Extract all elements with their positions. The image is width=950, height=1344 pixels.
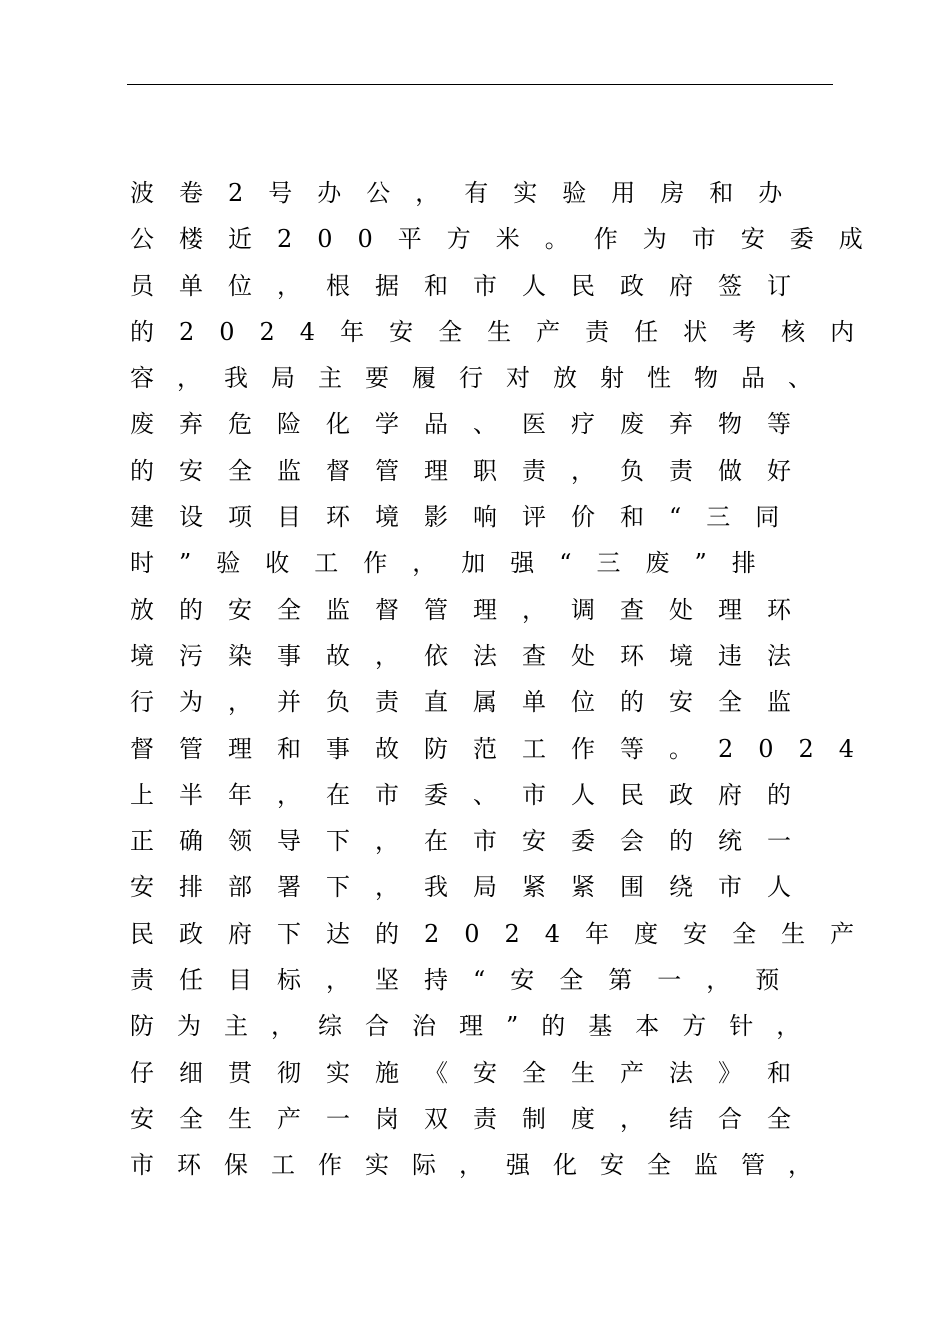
text-line: 仔细贯彻实施《安全生产法》和 — [130, 1058, 816, 1087]
text-line: 放的安全监督管理，调查处理环 — [130, 595, 816, 624]
text-line: 安排部署下，我局紧紧围绕市人 — [130, 873, 816, 902]
text-line: 建设项目环境影响评价和“三同 — [130, 503, 805, 532]
header-rule — [127, 84, 833, 85]
text-line: 波卷2号办公，有实验用房和办 — [130, 179, 808, 207]
text-line: 责任目标，坚持“安全第一，预 — [130, 966, 805, 995]
text-line: 员单位，根据和市人民政府签订 — [130, 271, 816, 300]
text-line: 正确领导下，在市安委会的统一 — [130, 827, 816, 856]
text-line: 的2024年安全生产责任状考核内 — [130, 317, 880, 346]
text-line: 上半年，在市委、市人民政府的 — [130, 780, 816, 809]
text-line: 的安全监督管理职责，负责做好 — [130, 456, 816, 485]
text-line: 境污染事故，依法查处环境违法 — [130, 641, 816, 670]
text-line: 民政府下达的2024年度安全生产 — [130, 919, 880, 948]
text-line: 督管理和事故防范工作等。2024 — [130, 734, 880, 763]
text-line: 容，我局主要履行对放射性物品、 — [130, 364, 835, 393]
text-line: 时”验收工作，加强“三废”排 — [130, 549, 781, 578]
text-line: 安全生产一岗双责制度，结合全 — [130, 1104, 816, 1133]
text-line: 市环保工作实际，强化安全监管， — [130, 1151, 835, 1180]
text-line: 废弃危险化学品、医疗废弃物等 — [130, 410, 816, 439]
text-line: 公楼近200平方米。作为市安委成 — [130, 225, 888, 254]
text-line: 行为，并负责直属单位的安全监 — [130, 688, 816, 717]
body-text — [130, 170, 888, 1189]
text-line: 防为主，综合治理”的基本方针， — [130, 1012, 824, 1041]
